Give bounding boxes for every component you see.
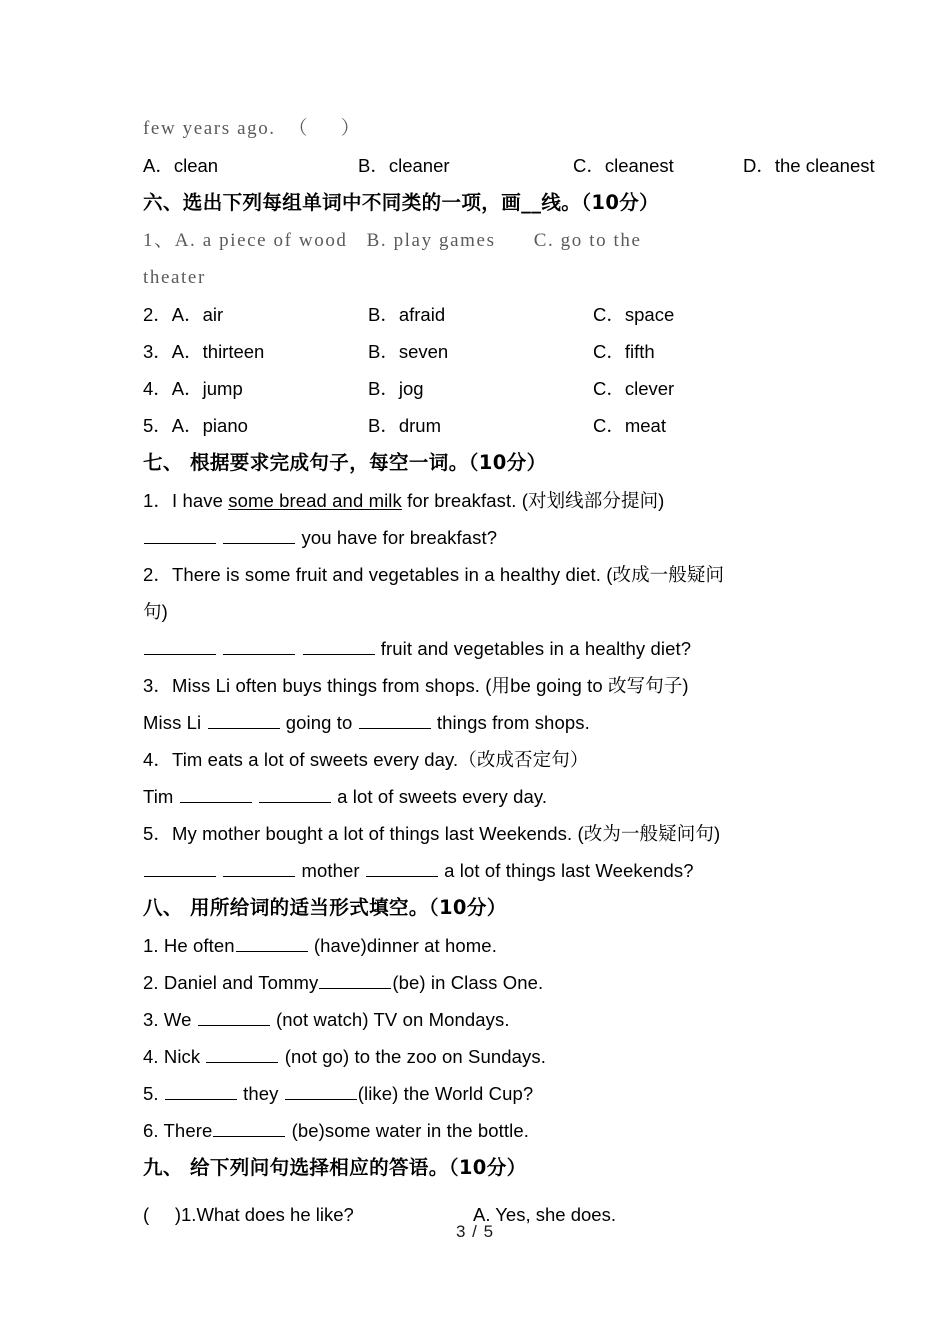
- section-seven-q2-answer: [143, 630, 813, 667]
- section-seven-q4-stem: 4．Tim eats a lot of sweets every day.（改成否定句）: [143, 749, 589, 770]
- item-number: 3．: [143, 341, 172, 362]
- item-option-a[interactable]: A. a piece of wood: [174, 230, 348, 251]
- answer-blank[interactable]: [208, 711, 280, 729]
- item-tail: (like) the World Cup?: [357, 1083, 534, 1104]
- answer-blank[interactable]: [144, 526, 216, 544]
- match-answer[interactable]: A. Yes, she does.: [473, 1204, 616, 1225]
- section-seven-q3-answer: [143, 704, 813, 741]
- section-six-item-1-wrap: theater: [143, 267, 206, 288]
- item-number-and-a[interactable]: [143, 407, 368, 444]
- item-lead: 4. Nick: [143, 1046, 206, 1067]
- item-number: 1、: [143, 230, 175, 251]
- section-eight-heading: 八、 用所给词的适当形式填空。（10分）: [143, 896, 507, 919]
- item-tail: (not go) to the zoo on Sundays.: [279, 1046, 546, 1067]
- item-lead: 6. There: [143, 1120, 213, 1141]
- answer-blank[interactable]: [259, 785, 331, 803]
- answer-blank[interactable]: [223, 859, 295, 877]
- q1-underlined-part: some bread and milk: [228, 490, 402, 511]
- section-six-item-1: [143, 222, 813, 259]
- q5-answer-tail: a lot of things last Weekends?: [438, 860, 694, 881]
- answer-blank[interactable]: [359, 711, 431, 729]
- answer-blank[interactable]: [285, 1082, 357, 1100]
- option-a[interactable]: A．clean: [143, 155, 219, 176]
- answer-blank[interactable]: [144, 637, 216, 655]
- item-option-c[interactable]: C．fifth: [593, 341, 655, 362]
- item-option-b[interactable]: B. play games: [366, 230, 496, 251]
- item-number: 5．: [143, 415, 172, 436]
- item-option-b[interactable]: B．jog: [368, 378, 424, 399]
- answer-blank[interactable]: [213, 1119, 285, 1137]
- q5-answer-mid: mother: [296, 860, 365, 881]
- section-seven-q1-stem: [143, 482, 813, 519]
- answer-blank[interactable]: [223, 637, 295, 655]
- q1-suffix: for breakfast. (对划线部分提问): [401, 490, 665, 511]
- section-eight-item-4: [143, 1038, 813, 1075]
- item-mid: they: [237, 1083, 284, 1104]
- section-six-item-2: [143, 296, 813, 333]
- item-lead: 1. He often: [143, 935, 235, 956]
- section-seven-q4-answer: [143, 778, 813, 815]
- answer-blank[interactable]: [206, 1045, 278, 1063]
- item-lead: 5.: [143, 1083, 164, 1104]
- q4-answer-tail: a lot of sweets every day.: [331, 786, 548, 807]
- item-tail: (not watch) TV on Mondays.: [270, 1009, 510, 1030]
- item-option-a[interactable]: A．piano: [171, 415, 248, 436]
- page-number: 3 / 5: [455, 1222, 495, 1241]
- section-nine-heading: 九、 给下列问句选择相应的答语。（10分）: [143, 1156, 527, 1179]
- item-option-c[interactable]: C. go to the: [533, 230, 642, 251]
- answer-blank[interactable]: [180, 785, 252, 803]
- section-six-item-4: [143, 370, 813, 407]
- item-number-and-a[interactable]: [143, 370, 368, 407]
- section-seven-q5-stem: 5．My mother bought a lot of things last Weekends. (改为一般疑问句): [143, 823, 721, 844]
- section-eight-item-1: [143, 927, 813, 964]
- section-eight-item-3: [143, 1001, 813, 1038]
- item-lead: 2. Daniel and Tommy: [143, 972, 319, 993]
- answer-blank[interactable]: [198, 1008, 270, 1026]
- item-tail: (be) in Class One.: [392, 972, 544, 993]
- q1-answer-tail: you have for breakfast?: [296, 527, 498, 548]
- match-question[interactable]: ( )1.What does he like?: [143, 1204, 354, 1225]
- gap: [496, 230, 534, 251]
- option-d[interactable]: D．the cleanest: [743, 155, 875, 176]
- q1-prefix: 1．I have: [143, 490, 229, 511]
- item-option-c[interactable]: C．space: [593, 304, 675, 325]
- section-seven-q2-stem: 2．There is some fruit and vegetables in a healthy diet. (改成一般疑问: [143, 564, 725, 585]
- option-c[interactable]: C．cleanest: [573, 155, 674, 176]
- q3-answer-mid: going to: [280, 712, 358, 733]
- answer-blank[interactable]: [144, 859, 216, 877]
- item-option-a[interactable]: A．air: [171, 304, 224, 325]
- item-option-b[interactable]: B．afraid: [368, 304, 446, 325]
- page-content: [143, 110, 875, 1233]
- item-tail: (be)some water in the bottle.: [286, 1120, 529, 1141]
- answer-blank[interactable]: [236, 934, 308, 952]
- section-six-item-3: [143, 333, 813, 370]
- continued-question-stem: few years ago. （ ）: [143, 118, 362, 139]
- answer-blank[interactable]: [165, 1082, 237, 1100]
- item-option-b[interactable]: B．drum: [368, 415, 441, 436]
- section-six-heading: 六、选出下列每组单词中不同类的一项，画__线。（10分）: [143, 191, 660, 214]
- item-option-c[interactable]: C．clever: [593, 378, 675, 399]
- item-option-a[interactable]: A．thirteen: [171, 341, 265, 362]
- section-seven-q5-answer: [143, 852, 813, 889]
- gap: [348, 230, 367, 251]
- section-six-item-5: [143, 407, 813, 444]
- section-eight-item-6: [143, 1112, 813, 1149]
- q3-answer-lead: Miss Li: [143, 712, 207, 733]
- section-nine-spacer: [143, 1187, 813, 1196]
- continued-question-options: [143, 147, 875, 184]
- q3-answer-tail: things from shops.: [431, 712, 590, 733]
- item-number: 2．: [143, 304, 172, 325]
- answer-blank[interactable]: [366, 859, 438, 877]
- q2-answer-tail: fruit and vegetables in a healthy diet?: [375, 638, 692, 659]
- item-number-and-a[interactable]: [143, 333, 368, 370]
- item-number: 4．: [143, 378, 172, 399]
- option-b[interactable]: B．cleaner: [358, 155, 450, 176]
- section-eight-item-5: [143, 1075, 813, 1112]
- item-option-b[interactable]: B．seven: [368, 341, 449, 362]
- answer-blank[interactable]: [223, 526, 295, 544]
- item-option-c[interactable]: C．meat: [593, 415, 666, 436]
- answer-blank[interactable]: [303, 637, 375, 655]
- item-tail: (have)dinner at home.: [308, 935, 497, 956]
- item-option-a[interactable]: A．jump: [171, 378, 243, 399]
- section-seven-q3-stem: 3．Miss Li often buys things from shops. (用be going to 改写句子): [143, 675, 689, 696]
- section-seven-q1-answer: [143, 519, 813, 556]
- section-seven-q2-stem-wrap: 句): [143, 601, 168, 622]
- section-eight-item-2: [143, 964, 813, 1001]
- item-lead: 3. We: [143, 1009, 197, 1030]
- section-seven-heading: 七、 根据要求完成句子，每空一词。（10分）: [143, 451, 547, 474]
- q4-answer-lead: Tim: [143, 786, 179, 807]
- answer-blank[interactable]: [319, 971, 391, 989]
- item-number-and-a[interactable]: [143, 296, 368, 333]
